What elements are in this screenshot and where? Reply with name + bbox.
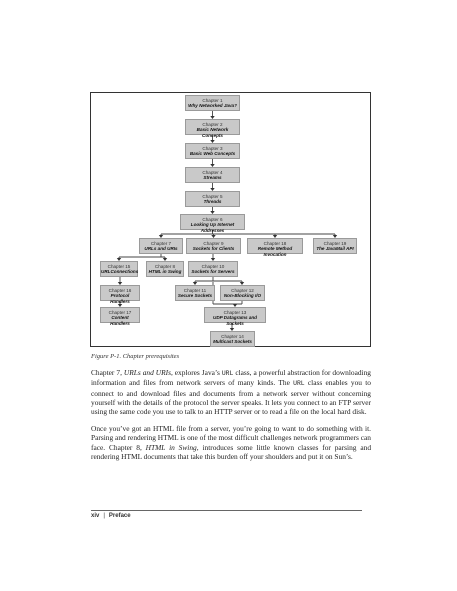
chapter-title: Why Networked Java?	[188, 103, 237, 109]
chapter-title: HTML in Swing	[148, 269, 182, 275]
chapter-number: Chapter 18	[263, 241, 287, 246]
chapter-number: Chapter 11	[183, 288, 207, 293]
chapter-title: URLConnections	[101, 269, 139, 275]
chapter-title: Streams	[203, 175, 222, 181]
chapter-title: Non-Blocking I/O	[223, 293, 262, 299]
chapter-node	[185, 191, 240, 207]
chapter-number: Chapter 9	[203, 241, 224, 246]
chapter-title: URLs and URIs	[144, 246, 178, 252]
chapter-node	[146, 261, 184, 277]
footer-separator: |	[103, 513, 105, 519]
page-number: xiv	[91, 513, 100, 519]
chapter-node	[313, 238, 357, 254]
chapter-title: Secure Sockets	[177, 293, 213, 299]
chapter-title: Multicast Sockets	[213, 339, 252, 345]
chapter-node	[100, 285, 140, 304]
chapter-number: Chapter 15	[107, 264, 131, 269]
chapter-title: Sockets for Servers	[191, 269, 235, 275]
chapter-node	[100, 307, 140, 326]
chapter-node	[204, 307, 266, 326]
chapter-number: Chapter 3	[202, 146, 223, 151]
chapter-title: Looking Up Internet Addresses	[190, 222, 235, 233]
chapter-number: Chapter 4	[202, 170, 223, 175]
chapter-number: Chapter 1	[202, 98, 223, 103]
chapter-node	[210, 331, 255, 347]
chapter-node	[185, 119, 240, 138]
chapter-number: Chapter 6	[202, 217, 223, 222]
chapter-node	[186, 238, 241, 254]
paragraph-html: Once you’ve got an HTML file from a server, you’re going to want to do something with it. Parsing and rendering HTML is one of the most difficult challenges network programmers can face. Chapter 8, HTML in Swing, introduces some little known classes for parsing and rendering HTML documents that take this burden off your shoulders and put it on Sun’s.	[91, 424, 372, 462]
chapter-number: Chapter 16	[108, 288, 132, 293]
chapter-number: Chapter 2	[202, 122, 223, 127]
chapter-node	[180, 214, 245, 233]
chapter-node	[100, 261, 138, 277]
chapter-number: Chapter 7	[150, 241, 172, 246]
chapter-node	[175, 285, 215, 301]
chapter-node	[188, 261, 238, 277]
chapter-title: Basic Network Concepts	[196, 127, 229, 138]
page-footer	[91, 513, 131, 519]
footer-section: Preface	[108, 513, 131, 519]
chapter-title: Threads	[203, 199, 222, 205]
chapter-node	[185, 95, 240, 111]
chapter-number: Chapter 19	[323, 241, 347, 246]
chapter-title: UDP Datagrams and Sockets	[213, 315, 257, 326]
chapter-node	[220, 285, 265, 301]
chapter-number: Chapter 5	[202, 194, 223, 199]
chapter-node	[185, 167, 240, 183]
footer-rule	[91, 510, 362, 511]
chapter-number: Chapter 17	[108, 310, 132, 315]
chapter-title: Basic Web Concepts	[189, 151, 236, 157]
chapter-title: Remote Method Invocation	[257, 246, 293, 257]
chapter-number: Chapter 8	[154, 264, 176, 269]
figure-caption: Figure P-1. Chapter prerequisites	[91, 353, 180, 360]
chapter-title: The JavaMail API	[316, 246, 354, 252]
chapter-title: Content Handlers	[110, 315, 130, 326]
paragraph-urls: Chapter 7, URLs and URIs, explores Java’s URL class, a powerful abstraction for downloading information and files from network servers of many kinds. The URL class enables you to connect to and download files and documents from a network server without concerning yourself with the details of the protocol the server speaks. It lets you connect to an FTP server using the same code you use to talk to an HTTP server or to read a file on the local hard disk.	[91, 368, 371, 417]
chapter-title: Protocol Handlers	[110, 293, 130, 304]
chapter-number: Chapter 10	[201, 264, 225, 269]
chapter-number: Chapter 14	[221, 334, 244, 339]
chapter-node	[139, 238, 183, 254]
chapter-node	[247, 238, 303, 257]
chapter-number: Chapter 13	[223, 310, 247, 315]
chapter-node	[185, 143, 240, 159]
chapter-title: Sockets for Clients	[192, 246, 235, 252]
chapter-number: Chapter 12	[231, 288, 254, 293]
